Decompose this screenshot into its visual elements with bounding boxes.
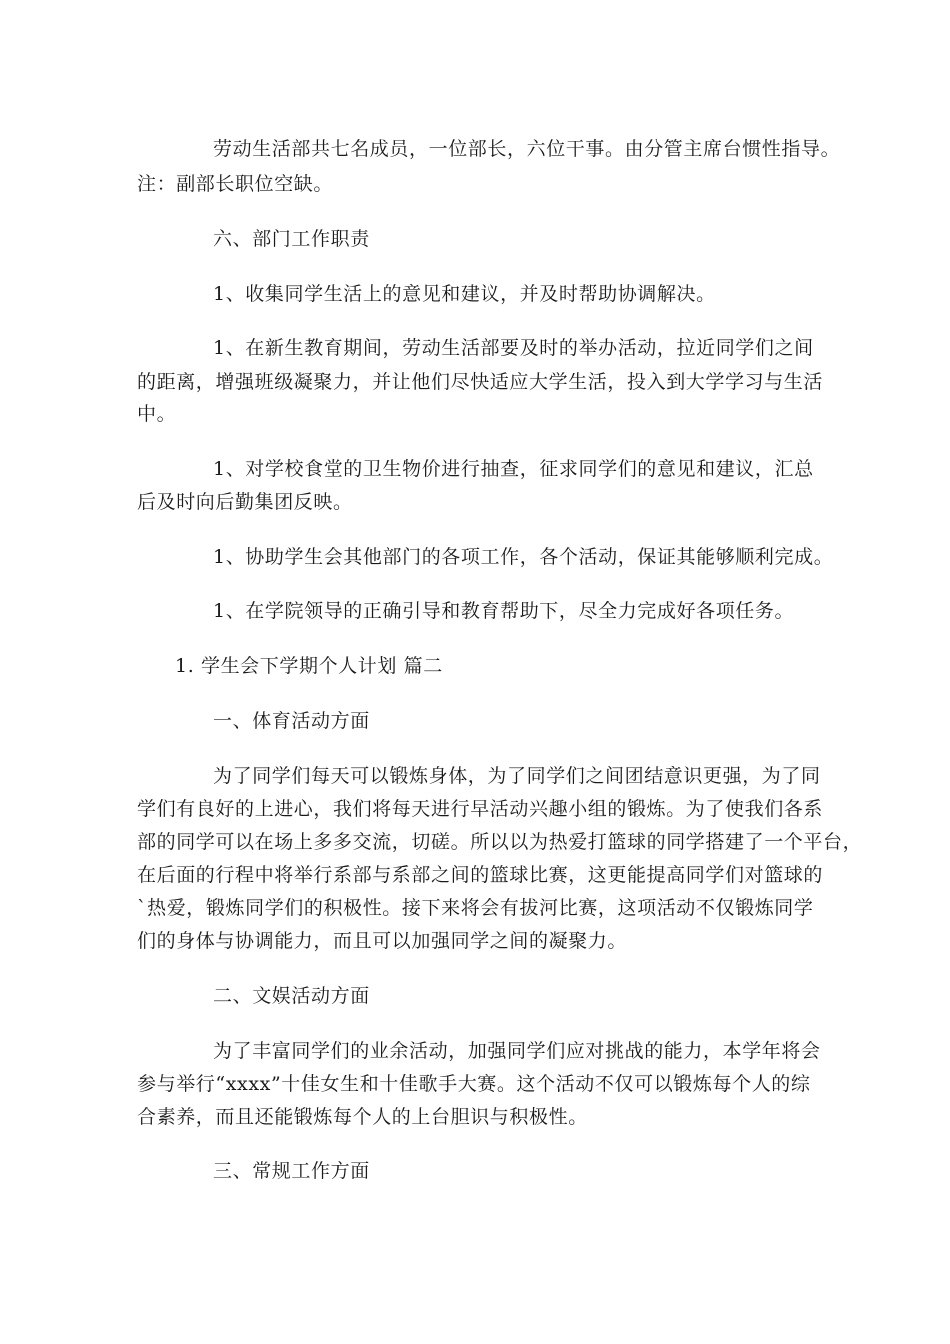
section-heading: 一、体育活动方面 bbox=[213, 710, 370, 732]
paragraph-line: 学们有良好的上进心，我们将每天进行早活动兴趣小组的锻炼。为了使我们各系 bbox=[137, 798, 824, 820]
section-heading: 六、部门工作职责 bbox=[213, 228, 370, 250]
paragraph-line: 合素养，而且还能锻炼每个人的上台胆识与积极性。 bbox=[137, 1106, 588, 1128]
paragraph-line: `热爱，锻炼同学们的积极性。接下来将会有拔河比赛，这项活动不仅锻炼同学 bbox=[137, 897, 814, 919]
paragraph-line: 后及时向后勤集团反映。 bbox=[137, 491, 353, 513]
paragraph-line: 们的身体与协调能力，而且可以加强同学之间的凝聚力。 bbox=[137, 930, 628, 952]
section-heading: 二、文娱活动方面 bbox=[213, 985, 370, 1007]
paragraph-line: 的距离，增强班级凝聚力，并让他们尽快适应大学生活，投入到大学学习与生活 bbox=[137, 371, 824, 393]
paragraph-line: 劳动生活部共七名成员，一位部长，六位干事。由分管主席台惯性指导。 bbox=[213, 138, 841, 160]
paragraph-line: 部的同学可以在场上多多交流，切磋。所以以为热爱打篮球的同学搭建了一个平台， bbox=[137, 831, 863, 853]
paragraph-line: 为了同学们每天可以锻炼身体，为了同学们之间团结意识更强，为了同 bbox=[213, 765, 821, 787]
document-subtitle: 1. 学生会下学期个人计划 篇二 bbox=[175, 655, 443, 677]
paragraph-line: 参与举行“xxxx”十佳女生和十佳歌手大赛。这个活动不仅可以锻炼每个人的综 bbox=[137, 1073, 811, 1095]
list-item: 1、在学院领导的正确引导和教育帮助下，尽全力完成好各项任务。 bbox=[213, 600, 795, 622]
list-item: 1、在新生教育期间，劳动生活部要及时的举办活动，拉近同学们之间 bbox=[213, 337, 814, 359]
section-heading: 三、常规工作方面 bbox=[213, 1160, 370, 1182]
list-item: 1、协助学生会其他部门的各项工作，各个活动，保证其能够顺利完成。 bbox=[213, 546, 834, 568]
paragraph-line: 中。 bbox=[137, 403, 177, 425]
list-item: 1、对学校食堂的卫生物价进行抽查，征求同学们的意见和建议，汇总 bbox=[213, 458, 814, 480]
paragraph-line: 在后面的行程中将举行系部与系部之间的篮球比赛，这更能提高同学们对篮球的 bbox=[137, 864, 824, 886]
paragraph-line: 注：副部长职位空缺。 bbox=[137, 173, 334, 195]
list-item: 1、收集同学生活上的意见和建议，并及时帮助协调解决。 bbox=[213, 283, 716, 305]
paragraph-line: 为了丰富同学们的业余活动，加强同学们应对挑战的能力，本学年将会 bbox=[213, 1040, 821, 1062]
